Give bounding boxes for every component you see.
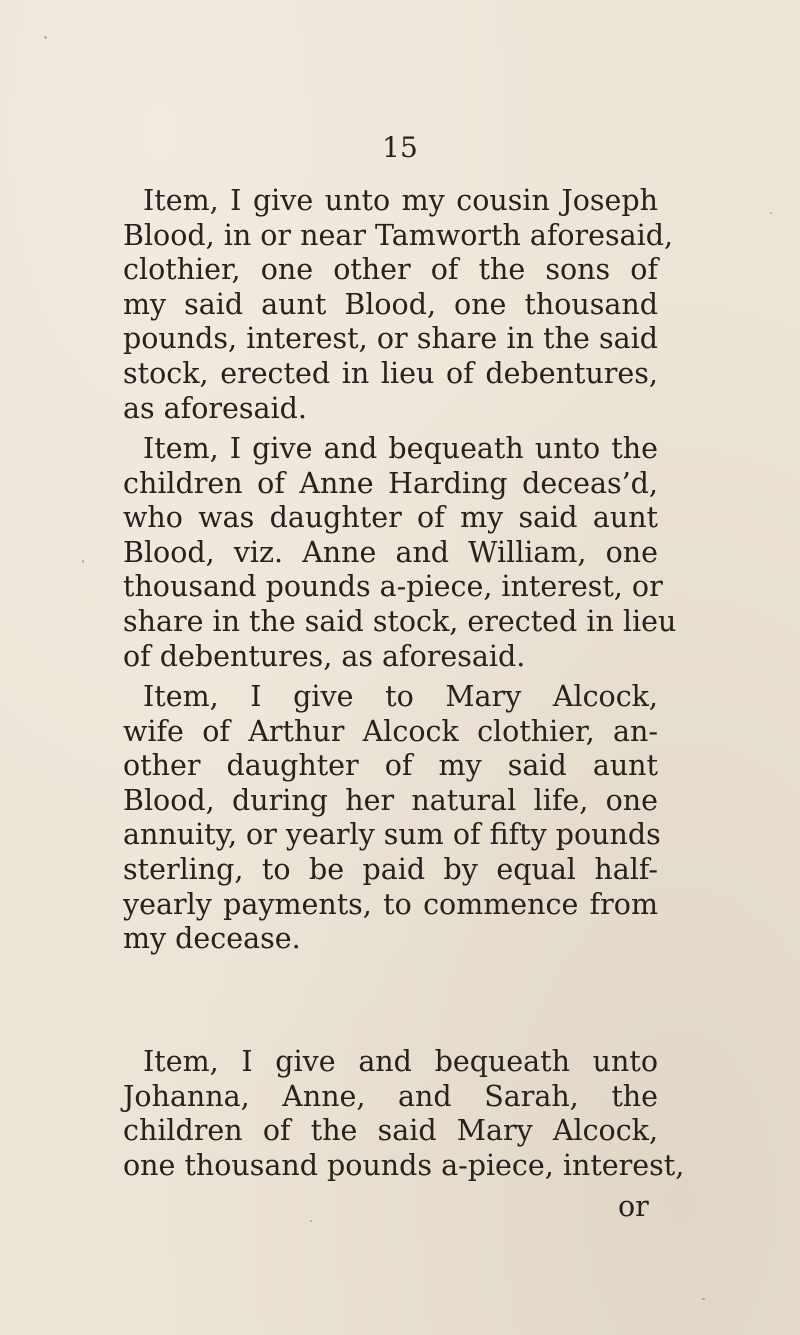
text-line: Blood, during her natural life, one	[123, 783, 658, 817]
text-line: Item, I give to Mary Alcock,	[143, 680, 658, 713]
text-line: as aforesaid.	[123, 391, 307, 425]
text-line: Item, I give unto my cousin Joseph	[143, 184, 658, 217]
catchword: or	[618, 1190, 649, 1223]
text-line: of debentures, as aforesaid.	[123, 639, 526, 673]
text-line: one thousand pounds a-piece, interest,	[123, 1148, 685, 1182]
page-number: 15	[382, 131, 418, 164]
text-line: share in the said stock, erected in lieu	[123, 604, 677, 638]
text-line: children of the said Mary Alcock,	[123, 1114, 658, 1148]
text-line: Blood, viz. Anne and William, one	[123, 535, 658, 569]
text-line: stock, erected in lieu of debentures,	[123, 356, 658, 390]
text-line: my decease.	[123, 922, 301, 956]
text-line: my said aunt Blood, one thousand	[123, 287, 658, 321]
text-line: clothier, one other of the sons of	[123, 253, 658, 287]
text-line: wife of Arthur Alcock clothier, an-	[123, 714, 658, 748]
paragraph-2	[123, 432, 677, 674]
text-line: yearly payments, to commence from	[123, 887, 658, 921]
text-line: Blood, in or near Tamworth aforesaid,	[123, 218, 674, 252]
text-line: pounds, interest, or share in the said	[123, 322, 658, 356]
paragraph-1	[123, 184, 674, 426]
text-line: Item, I give and bequeath unto	[143, 1045, 658, 1078]
text-line: annuity, or yearly sum of fifty pounds	[123, 818, 661, 852]
paragraph-3	[123, 680, 661, 957]
text-line: who was daughter of my said aunt	[123, 501, 658, 535]
text-line: Johanna, Anne, and Sarah, the	[123, 1079, 658, 1113]
paragraph-4	[123, 1045, 685, 1183]
text-line: Item, I give and bequeath unto the	[143, 432, 658, 465]
text-line: thousand pounds a-piece, interest, or	[123, 570, 663, 604]
text-line: sterling, to be paid by equal half-	[123, 852, 658, 886]
text-line: other daughter of my said aunt	[123, 749, 658, 783]
text-line: children of Anne Harding deceas’d,	[123, 466, 658, 500]
